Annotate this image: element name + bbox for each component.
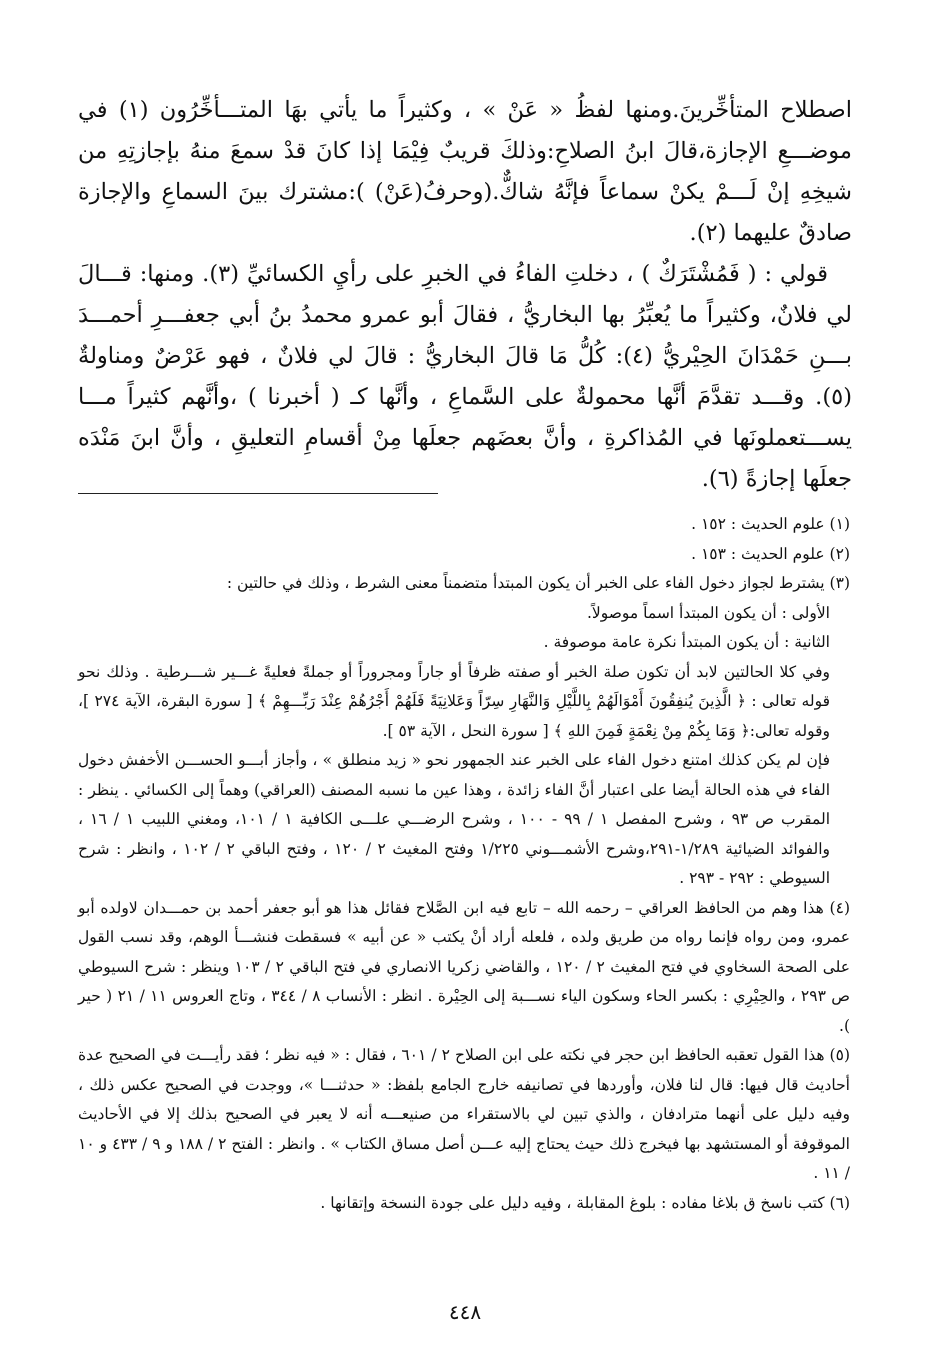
main-text <box>78 90 852 500</box>
main-paragraph-2: قولي : ( فَمُشْتَرَكٌ ) ، دخلتِ الفاءُ في الخبرِ على رأيِ الكسائيِّ (٣). ومنها: قـــالَ لي فلانٌ، وكثيراً ما يُعبِّرُ بها البخاريُّ ، فقالَ أبو عمرو محمدُ بنُ أبي جعفـــرِ أحمـــدَ بـــنِ حَمْدَانَ الحِيْريُّ (٤): كُلُّ مَا قالَ البخاريُّ : قالَ لي فلانٌ ، فهو عَرْضٌ ومناولةٌ (٥). وقـــد تقدَّمَ أنَّها محمولةٌ على السَّماعِ ، وأنَّها كـ ( أخبرنا ) ،وأنَّهم كثيراً مـــا يســـتعملونَها في المُذاكرةِ ، وأنَّ بعضَهم جعلَها مِنْ أقسامِ التعليقِ ، وأنَّ ابنَ مَنْدَه جعلَها إجازةً (٦). <box>78 261 852 492</box>
footnote-2: (٢) علوم الحديث : ١٥٣ . <box>691 544 850 563</box>
footnote-3: (٣) يشترط لجواز دخول الفاء على الخبر أن يكون المبتدأ متضمناً معنى الشرط ، وذلك في حالتين : <box>226 574 850 592</box>
main-paragraph-1: اصطلاح المتأخِّرينَ.ومنها لفظُ « عَنْ » ، وكثيراً ما يأتي بهَا المتـــأخِّرُون (١) في موضـــعِ الإجازة،قالَ ابنُ الصلاحِ:وذلكَ قريبٌ فِيْمَا إذا كانَ قدْ سمعَ منهُ بإجازتِهِ من شيخِهِ إنْ لَـــمْ يكنْ سماعاً فإنَّهُ شاكٌّ.(وحرفُ(عَنْ) ):مشترك بينَ السماعِ والإجازة صادقٌ عليهما (٢). <box>78 97 852 246</box>
footnote-separator <box>78 493 438 494</box>
footnote-4: (٤) هذا وهم من الحافظ العراقي – رحمه الله – تابع فيه ابن الصَّلاح فقائل هذا هو أبو جعفر أحمد بن حمـــدان لاولده أبو عمرو، ومن رواه فإنما رواه من طريق ولده ، فلعله أراد أنْ يكتب « عن أبيه » فسقطت فنشـــأ الوهم، وقد نسب القول على الصحة السخاوي في فتح المغيث ٢ / ١٢٠ ، والقاضي زكريا الانصاري في فتح الباقي ٢ / ١٠٣ وينظر : شرح السيوطي ص ٢٩٣ ، والحِيْرِي : بكسر الحاء وسكون الياء نســـبة إلى الحِيْرة . انظر : الأنساب ٨ / ٣٤٤ ، وتاج العروس ١١ / ٢١ ( حير ). <box>78 898 850 1035</box>
page-number: ٤٤٨ <box>448 1300 482 1324</box>
footnote-6: (٦) كتب ناسخ ق بلاغا مفاده : بلوغ المقابلة ، وفيه دليل على جودة النسخة وإتقانها . <box>320 1193 850 1212</box>
footnote-3-line-sources: فإن لم يكن كذلك امتنع دخول الفاء على الخبر عند الجمهور نحو « زيد منطلق » ، وأجاز أبـــو الحســـن الأخفش دخول الفاء في هذه الحالة أيضا على اعتبار أنَّ الفاء زائدة ، وهذا عين ما نسبه المصنف (العراقي) وهماً إلى الكسائي . ينظر : المقرب ص ٩٣ ، وشرح المفصل ١ / ٩٩ - ١٠٠ ، وشرح الرضـــي علـــى الكافية ١ / ١٠١، ومغني اللبيب ١ / ١٦ ، والفوائد الضيائية ١/٢٨٩-٢٩١،وشرح الأشمـــوني ١/٢٢٥ وفتح المغيث ٢ / ١٢٠ ، وفتح الباقي ٢ / ١٠٢ ، وانظر : شرح السيوطي : ٢٩٢ - ٢٩٣ . <box>78 751 831 887</box>
footnote-3-line-second: الثانية : أن يكون المبتدأ نكرة عامة موصوفة . <box>543 633 830 651</box>
footnote-5: (٥) هذا القول تعقبه الحافظ ابن حجر في نكته على ابن الصلاح ٢ / ٦٠١ ، فقال : « فيه نظر ؛ فقد رأيـــت في الصحيح عدة أحاديث قال فيها: قال لنا فلان، وأوردها في تصانيفه خارج الجامع بلفظ: « حدثنـــا »، ووجدت في الصحيح عكس ذلك ، وفيه دليل على أنهما مترادفان ، والذي تبين لي بالاستقراء من صنيعـــه أنه لا يعبر في الصحيح بذلك إلا في الأحاديث الموقوفة أو المستشهد بها فيخرج ذلك حيث يحتاج إليه عـــن أصل مساق الكتاب » . وانظر : الفتح ٢ / ١٨٨ و ٩ / ٤٣٣ و ١٠ / ١١ . <box>78 1046 850 1182</box>
footnotes <box>78 510 850 1218</box>
footnote-3-line-quran: وفي كلا الحالتين لابد أن تكون صلة الخبر أو صفته ظرفاً أو جاراً ومجروراً أو جملةً فعليةً غـــير شـــرطية . وذلك نحو قوله تعالى : ﴿ الَّذِينَ يُنفِقُونَ أَمْوَالَهُمْ بِاللَّيْلِ وَالنَّهَارِ سِرّاً وَعَلانِيَةً فَلَهُمْ أَجْرُهُمْ عِنْدَ رَبِّـــهِمْ ﴾ [ سورة البقرة، الآية ٢٧٤ ]، وقوله تعالى:﴿ وَمَا بِكُمْ مِنْ نِعْمَةٍ فَمِنَ اللهِ ﴾ [ سورة النحل ، الآية ٥٣ ]. <box>78 662 830 740</box>
footnote-3-line-first: الأولى : أن يكون المبتدأ اسماً موصولاً. <box>586 603 830 622</box>
footnote-1: (١) علوم الحديث : ١٥٢ . <box>691 515 850 533</box>
